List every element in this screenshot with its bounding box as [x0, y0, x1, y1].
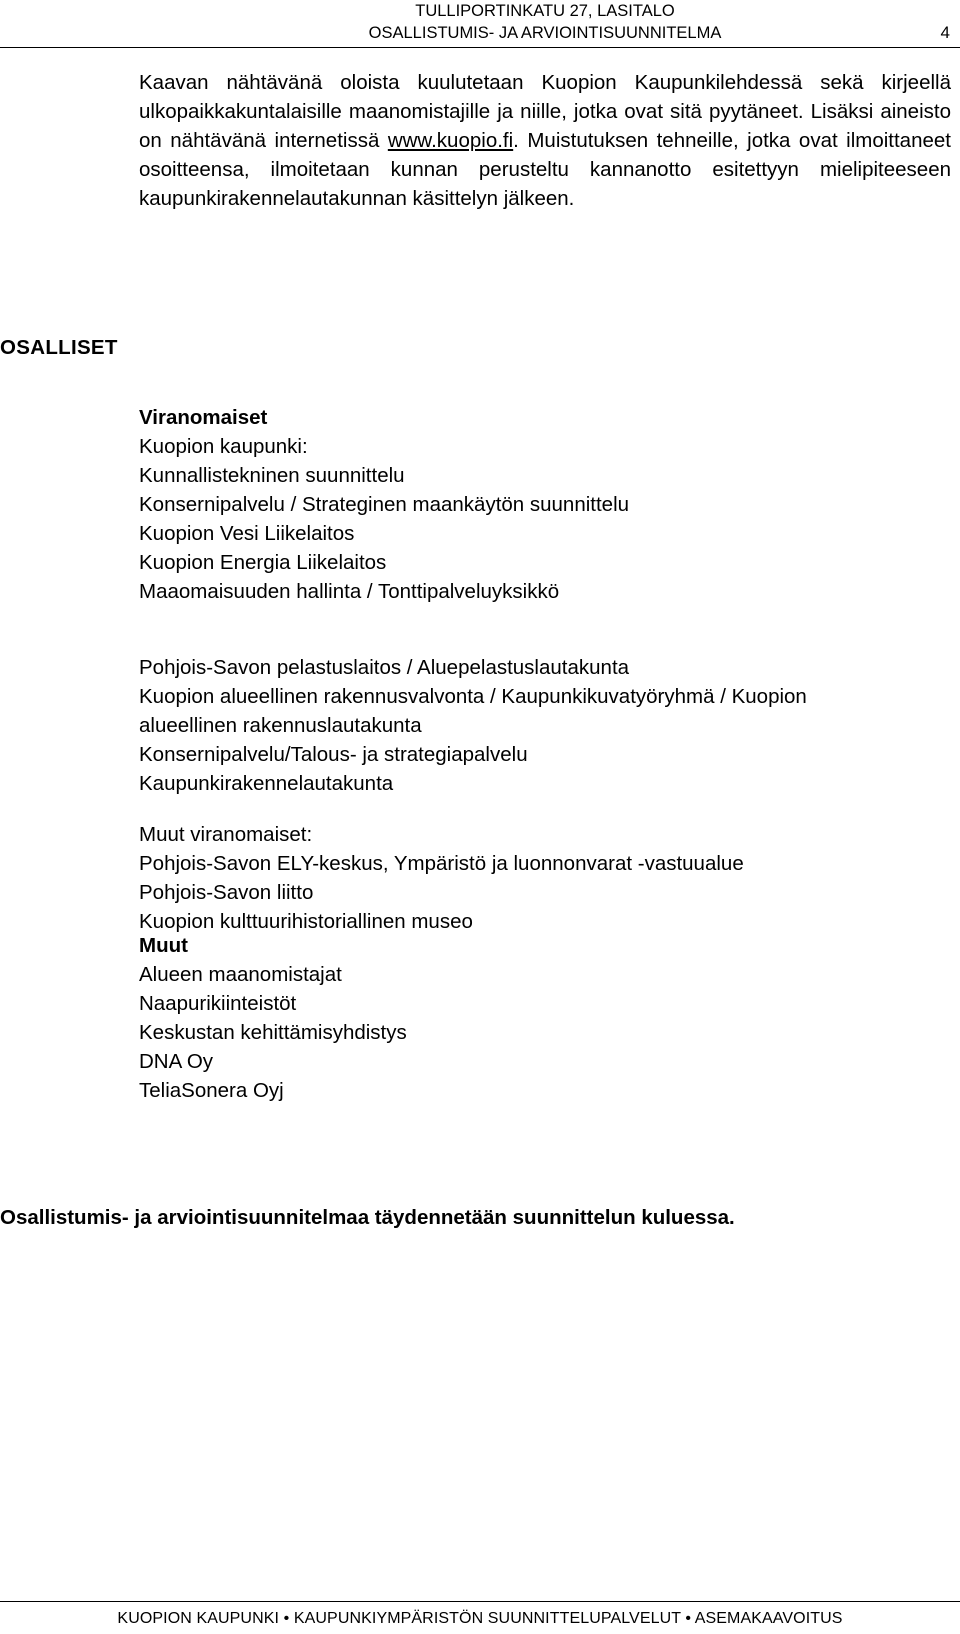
list-item: Kunnallistekninen suunnittelu	[139, 464, 405, 487]
intro-text-start: Kaavan nähtävänä oloista kuulutetaan Kuopion Kaupunkilehdessä sekä kirjeellä ulkopaikkakuntalaisille maanomistajille ja niille, jotka ovat sitä pyytäneet. Lisäksi aineisto on nähtävänä internetissä	[139, 71, 951, 152]
viranomaiset-block	[139, 403, 951, 606]
closing-statement: Osallistumis- ja arviointisuunnitelmaa täydennetään suunnittelun kuluessa.	[0, 1206, 735, 1229]
header-document-title: OSALLISTUMIS- JA ARVIOINTISUUNNITELMA	[368, 24, 722, 42]
page-footer	[0, 1601, 960, 1634]
list-item: TeliaSonera Oyj	[139, 1079, 284, 1102]
header-address: TULLIPORTINKATU 27, LASITALO	[415, 2, 675, 20]
header-divider	[0, 47, 960, 48]
list-item: Kuopion alueellinen rakennusvalvonta / Kaupunkikuvatyöryhmä / Kuopion	[139, 685, 807, 708]
list-item: Pohjois-Savon liitto	[139, 881, 314, 904]
section-title-osalliset: OSALLISET	[0, 336, 118, 359]
list-item: Alueen maanomistajat	[139, 963, 342, 986]
list-item: Kuopion kaupunki:	[139, 435, 308, 458]
list-item: alueellinen rakennuslautakunta	[139, 714, 422, 737]
list-item: Keskustan kehittämisyhdistys	[139, 1021, 407, 1044]
list-item: Pohjois-Savon ELY-keskus, Ympäristö ja luonnonvarat -vastuualue	[139, 852, 744, 875]
list-item: Konsernipalvelu / Strateginen maankäytön suunnittelu	[139, 493, 630, 516]
viranomaiset-heading: Viranomaiset	[139, 406, 268, 429]
list-item: Kuopion kulttuurihistoriallinen museo	[139, 910, 473, 933]
page-number: 4	[940, 23, 950, 42]
intro-paragraph	[139, 68, 951, 213]
muut-heading: Muut	[139, 934, 188, 957]
muut-block	[139, 931, 951, 1105]
list-item: Kuopion Vesi Liikelaitos	[139, 522, 355, 545]
list-item: Maaomaisuuden hallinta / Tonttipalveluyksikkö	[139, 580, 560, 603]
footer-divider	[0, 1601, 960, 1602]
page-header	[0, 0, 960, 48]
list-item: DNA Oy	[139, 1050, 214, 1073]
list-item: Pohjois-Savon pelastuslaitos / Aluepelastuslautakunta	[139, 656, 630, 679]
muut-viranomaiset-block	[139, 820, 951, 936]
list-item: Kaupunkirakennelautakunta	[139, 772, 394, 795]
list-item: Konsernipalvelu/Talous- ja strategiapalvelu	[139, 743, 528, 766]
muut-viranomaiset-label: Muut viranomaiset:	[139, 823, 313, 846]
other-authorities-block	[139, 653, 951, 798]
footer-text: KUOPION KAUPUNKI • KAUPUNKIYMPÄRISTÖN SUUNNITTELUPALVELUT • ASEMAKAAVOITUS	[117, 1610, 843, 1627]
header-lines	[330, 0, 760, 44]
list-item: Kuopion Energia Liikelaitos	[139, 551, 387, 574]
kuopio-website-link[interactable]: www.kuopio.fi	[387, 129, 514, 152]
list-item: Naapurikiinteistöt	[139, 992, 297, 1015]
intro-text-end: . Muistutuksen tehneille, jotka ovat ilmoittaneet osoitteensa, ilmoitetaan kunnan perusteltu kannanotto esitettyyn mielipiteeseen kaupunkirakennelautakunnan käsittelyn jälkeen.	[139, 129, 951, 210]
